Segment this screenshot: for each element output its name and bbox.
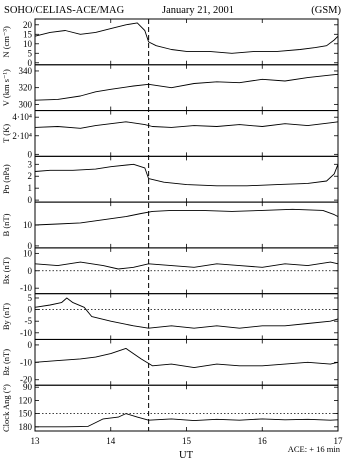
y-axis-label: Bz (nT)	[1, 348, 11, 376]
panel-frame	[35, 339, 338, 385]
y-axis-label: N (cm⁻³)	[1, 26, 11, 58]
y-axis-label: Bx (nT)	[1, 257, 11, 285]
y-tick-label: 2	[27, 171, 32, 182]
figure-title-left: SOHO/CELIAS-ACE/MAG	[4, 5, 125, 16]
y-tick-label: 0	[27, 304, 32, 315]
panel-frame	[35, 294, 338, 340]
y-tick-label: 150	[18, 408, 32, 419]
y-tick-label: 10	[23, 38, 32, 49]
series-line	[35, 23, 338, 53]
panel-frame	[35, 65, 338, 111]
x-tick-label: 16	[257, 436, 267, 446]
y-tick-label: -10	[20, 283, 32, 294]
series-line	[35, 122, 338, 129]
y-tick-label: 0	[27, 57, 32, 68]
y-tick-label: 15	[23, 29, 32, 40]
panel-7	[1, 293, 338, 339]
y-axis-label: Clock Ang (°)	[1, 384, 11, 432]
x-axis-label: UT	[179, 450, 193, 461]
panel-frame	[35, 156, 338, 202]
panel-frame	[35, 19, 338, 65]
y-tick-label: -10	[20, 327, 32, 338]
y-tick-label: 5	[27, 48, 32, 59]
figure-title-date: January 21, 2001	[161, 5, 235, 16]
series-line	[35, 209, 338, 225]
y-tick-label: -10	[20, 357, 32, 368]
y-tick-label: 20	[23, 19, 32, 30]
y-tick-label: 300	[18, 99, 32, 110]
y-axis-label: Pᴅ (nPa)	[1, 164, 11, 195]
y-tick-label: 90	[23, 382, 32, 393]
panel-6	[1, 248, 338, 294]
y-tick-label: 0	[27, 195, 32, 206]
panel-4	[1, 156, 338, 205]
y-axis-label: By (nT)	[1, 303, 11, 331]
y-tick-label: 2·10⁴	[12, 130, 32, 141]
panel-5	[1, 202, 338, 251]
y-tick-label: 4·10⁴	[12, 112, 32, 123]
panel-frame	[35, 111, 338, 157]
figure-title-frame: (GSM)	[311, 5, 341, 16]
y-tick-label: -20	[20, 374, 32, 385]
x-tick-label: 17	[333, 436, 343, 446]
panel-2	[1, 65, 338, 111]
y-tick-label: 5	[27, 292, 32, 303]
series-line	[35, 348, 338, 367]
y-tick-label: 0	[27, 240, 32, 251]
y-tick-label: 0	[27, 339, 32, 350]
y-tick-label: 340	[18, 65, 32, 76]
y-tick-label: 1	[27, 183, 32, 194]
x-tick-label: 15	[182, 436, 191, 446]
y-tick-label: 180	[18, 421, 32, 432]
y-tick-label: 10	[23, 220, 32, 230]
time-shift-note: ACE: + 16 min	[287, 444, 340, 454]
y-tick-label: 0	[27, 265, 32, 276]
x-tick-label: 13	[30, 436, 40, 446]
series-line	[35, 262, 338, 269]
x-tick-label: 14	[106, 436, 116, 446]
panel-frame	[35, 385, 338, 431]
panel-1	[1, 19, 338, 68]
y-tick-label: 10	[23, 248, 32, 259]
series-line	[35, 414, 338, 427]
series-line	[35, 164, 338, 186]
y-axis-label: B (nT)	[1, 213, 11, 237]
series-line	[35, 298, 338, 328]
y-axis-label: T (K)	[1, 123, 11, 143]
panel-9	[1, 382, 338, 432]
y-tick-label: 320	[18, 82, 32, 93]
y-axis-label: V (km s⁻¹)	[1, 69, 11, 107]
y-tick-label: -5	[24, 316, 32, 327]
y-tick-label: 120	[18, 395, 32, 406]
panel-stack	[1, 19, 338, 432]
series-line	[35, 74, 338, 100]
panel-3	[1, 111, 338, 160]
panel-8	[1, 339, 338, 385]
y-tick-label: 0	[27, 149, 32, 160]
y-tick-label: 3	[27, 159, 32, 170]
